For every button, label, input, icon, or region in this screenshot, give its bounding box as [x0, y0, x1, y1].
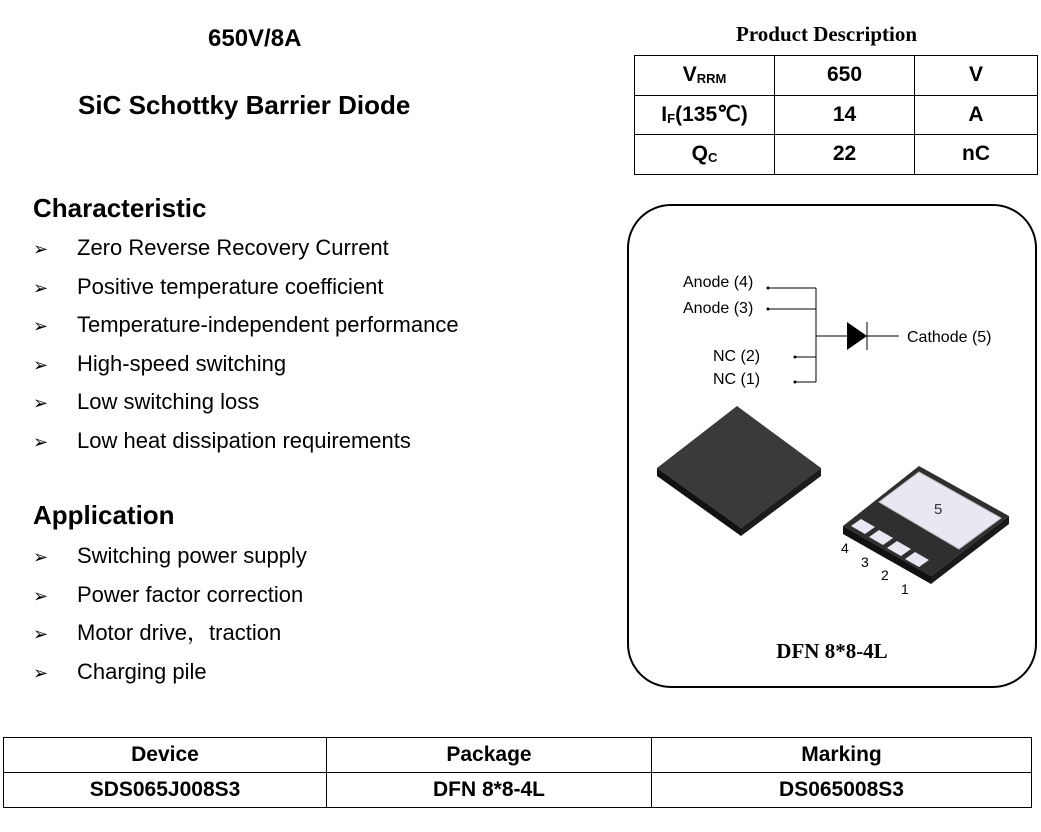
cell-device: SDS065J008S3	[4, 773, 327, 808]
list-item: ➢ Temperature-independent performance	[33, 311, 459, 350]
unit-cell: nC	[915, 135, 1038, 175]
list-item: ➢ Charging pile	[33, 658, 307, 697]
package-diagram-box	[627, 204, 1037, 688]
package-diagram	[629, 206, 1035, 686]
list-item: ➢ High-speed switching	[33, 350, 459, 389]
product-type-title: SiC Schottky Barrier Diode	[78, 90, 411, 120]
rating-title: 650V/8A	[208, 25, 302, 52]
pad-number-2: 2	[881, 567, 889, 583]
table-row	[4, 738, 1032, 773]
pin-label-anode4: Anode (4)	[683, 274, 754, 291]
value-cell: 650	[775, 56, 915, 96]
bullet-arrow-icon: ➢	[33, 277, 49, 299]
pin-label-nc1: NC (1)	[713, 371, 761, 388]
bullet-arrow-icon: ➢	[33, 316, 49, 337]
table-row	[4, 773, 1032, 808]
application-list	[33, 542, 307, 696]
list-item: ➢ Motor drive，traction	[33, 619, 307, 658]
bullet-arrow-icon: ➢	[33, 585, 49, 607]
list-item: ➢ Low heat dissipation requirements	[33, 427, 459, 466]
list-item: ➢ Zero Reverse Recovery Current	[33, 234, 459, 273]
characteristic-list	[33, 234, 459, 465]
bullet-arrow-icon: ➢	[33, 239, 49, 260]
table-row	[635, 56, 1038, 96]
param-cell: $I_F(135℃)$	[635, 95, 775, 135]
table-row	[635, 95, 1038, 135]
value-cell: 22	[775, 135, 915, 175]
product-description-table	[634, 55, 1038, 175]
bullet-arrow-icon: ➢	[33, 431, 49, 453]
param-cell: $Q_C$	[635, 135, 775, 175]
pin-label-cathode: Cathode (5)	[907, 329, 992, 346]
param-cell: $V_{RRM}$	[635, 56, 775, 96]
package-top-view	[657, 406, 821, 536]
cell-marking: DS065008S3	[652, 773, 1032, 808]
list-item: ➢ Power factor correction	[33, 581, 307, 620]
list-item: ➢ Switching power supply	[33, 542, 307, 581]
pad-number-4: 4	[841, 540, 849, 556]
value-cell: 14	[775, 95, 915, 135]
bullet-arrow-icon: ➢	[33, 354, 49, 376]
header-device: Device	[4, 738, 327, 773]
package-label: DFN 8*8-4L	[776, 639, 888, 663]
bullet-arrow-icon: ➢	[33, 624, 49, 645]
pad-number-1: 1	[901, 581, 909, 597]
pad-number-5: 5	[934, 501, 943, 518]
list-item: ➢ Low switching loss	[33, 388, 459, 427]
pin-label-nc2: NC (2)	[713, 348, 761, 365]
application-heading: Application	[33, 500, 175, 530]
characteristic-heading: Characteristic	[33, 193, 207, 223]
bullet-arrow-icon: ➢	[33, 547, 49, 568]
schematic-wiring	[768, 288, 899, 382]
unit-cell: A	[915, 95, 1038, 135]
schematic-dots	[767, 287, 797, 384]
diode-symbol-icon	[847, 322, 867, 350]
header-package: Package	[327, 738, 652, 773]
cell-package: DFN 8*8-4L	[327, 773, 652, 808]
pad-number-3: 3	[861, 554, 869, 570]
pin-label-anode3: Anode (3)	[683, 300, 754, 317]
table-row	[635, 135, 1038, 175]
unit-cell: V	[915, 56, 1038, 96]
product-description-caption: Product Description	[736, 22, 918, 46]
bullet-arrow-icon: ➢	[33, 662, 49, 684]
bullet-arrow-icon: ➢	[33, 393, 49, 414]
device-table	[3, 737, 1032, 808]
header-marking: Marking	[652, 738, 1032, 773]
list-item: ➢ Positive temperature coefficient	[33, 273, 459, 312]
